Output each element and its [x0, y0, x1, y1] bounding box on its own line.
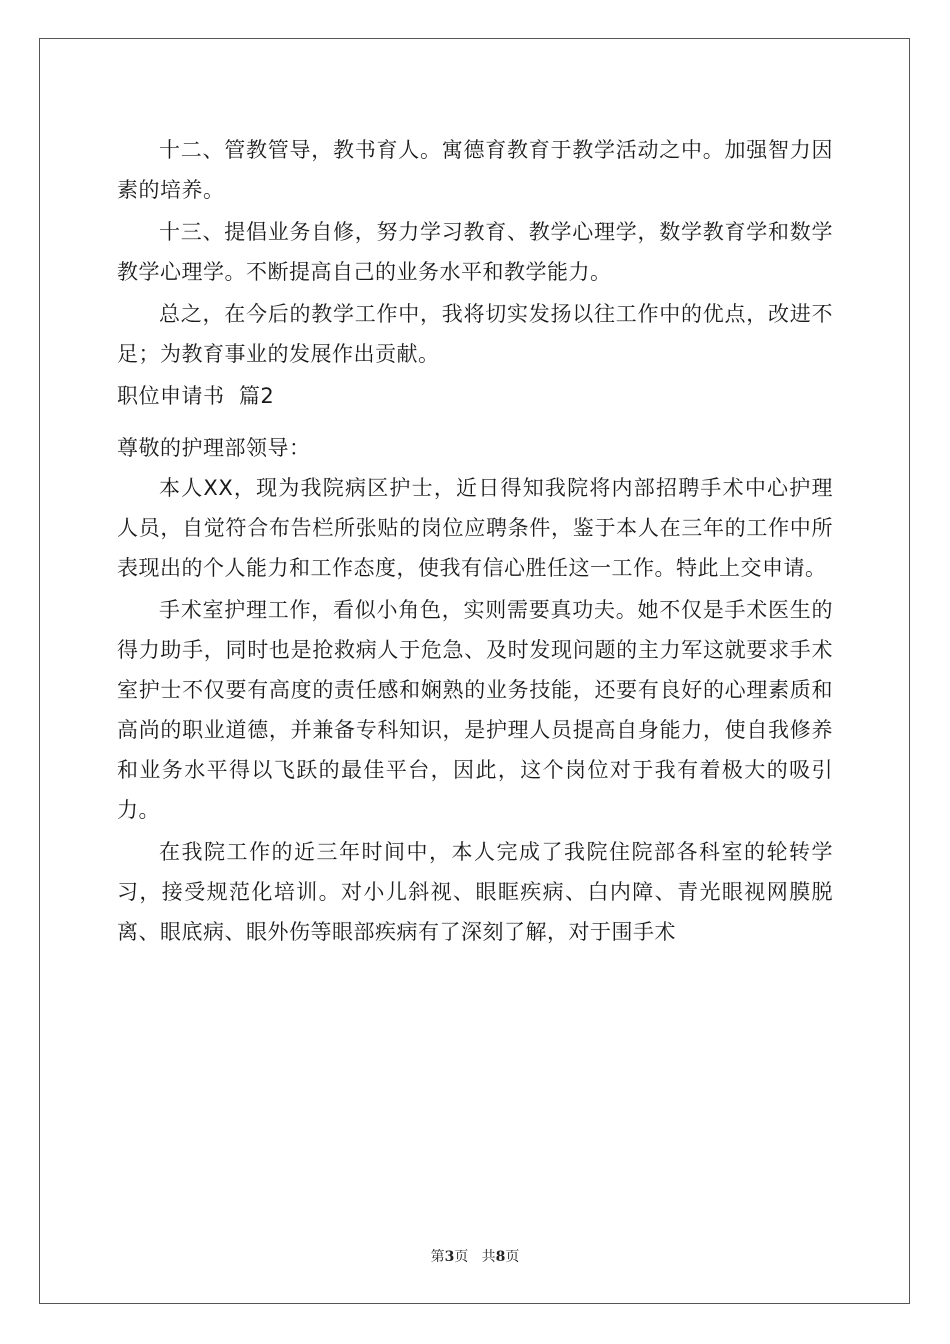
page-prefix: 第 [430, 1249, 445, 1265]
page-suffix: 页 [454, 1249, 469, 1265]
page-total: 8 [495, 1249, 506, 1265]
section-heading: 职位申请书 篇2 [117, 384, 275, 408]
paragraph-conclusion: 总之，在今后的教学工作中，我将切实发扬以往工作中的优点，改进不足；为教育事业的发展作出贡献。 [117, 302, 833, 366]
document-body [117, 130, 833, 952]
total-prefix: 共 [481, 1249, 496, 1265]
page-current: 3 [444, 1249, 455, 1265]
total-suffix: 页 [505, 1249, 520, 1265]
body-paragraph-intro: 本人XX，现为我院病区护士，近日得知我院将内部招聘手术中心护理人员，自觉符合布告栏所张贴的岗位应聘条件，鉴于本人在三年的工作中所表现出的个人能力和工作态度，使我有信心胜任这一工作。特此上交申请。 [117, 476, 833, 580]
page-footer [0, 1246, 950, 1266]
body-paragraph-experience: 在我院工作的近三年时间中，本人完成了我院住院部各科室的轮转学习，接受规范化培训。对小儿斜视、眼眶疾病、白内障、青光眼视网膜脱离、眼底病、眼外伤等眼部疾病有了深刻了解，对于围手术 [117, 840, 833, 944]
paragraph-item-12: 十二、管教管导，教书育人。寓德育教育于教学活动之中。加强智力因素的培养。 [117, 138, 833, 202]
body-paragraph-role: 手术室护理工作，看似小角色，实则需要真功夫。她不仅是手术医生的得力助手，同时也是抢救病人于危急、及时发现问题的主力军这就要求手术室护士不仅要有高度的责任感和娴熟的业务技能，还要有良好的心理素质和高尚的职业道德，并兼备专科知识，是护理人员提高自身能力，使自我修养和业务水平得以飞跃的最佳平台，因此，这个岗位对于我有着极大的吸引力。 [117, 598, 833, 822]
salutation: 尊敬的护理部领导： [117, 436, 311, 460]
paragraph-item-13: 十三、提倡业务自修，努力学习教育、教学心理学，数学教育学和数学教学心理学。不断提高自己的业务水平和教学能力。 [117, 220, 833, 284]
